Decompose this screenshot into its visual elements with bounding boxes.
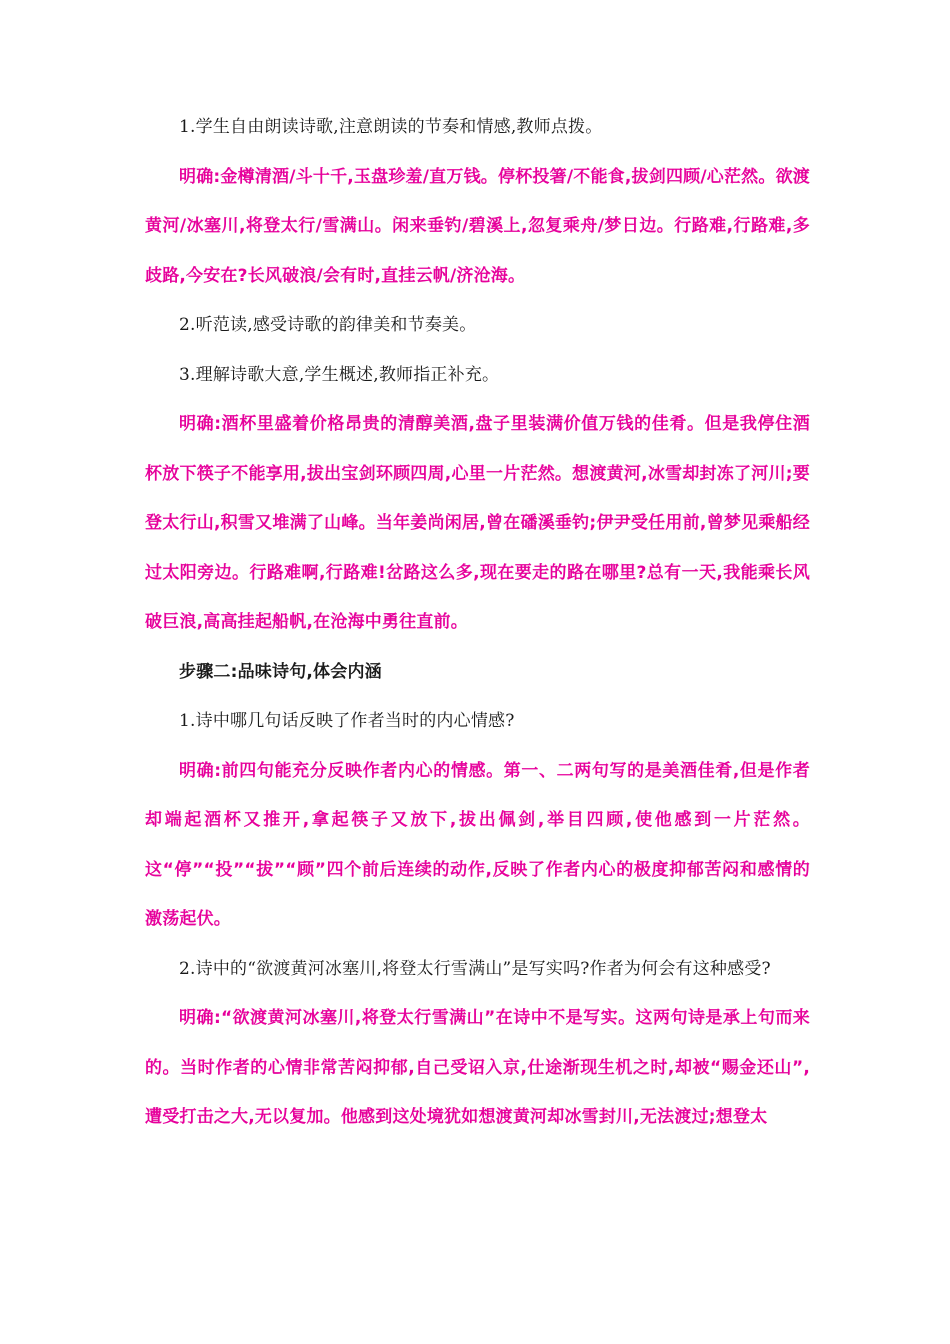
answer-question-1: 明确:前四句能充分反映作者内心的情感。第一、二两句写的是美酒佳肴,但是作者却端起酒杯又推开,拿起筷子又放下,拔出佩剑,举目四顾,使他感到一片茫然。这“停”“投”“拔”“顾”四个前后连续的动作,反映了作者内心的极度抑郁苦闷和感情的激荡起伏。	[145, 760, 810, 929]
question-2: 2.诗中的“欲渡黄河冰塞川,将登太行雪满山”是写实吗?作者为何会有这种感受?	[179, 958, 771, 979]
section-heading-step-two: 步骤二:品味诗句,体会内涵	[179, 661, 382, 682]
document-body	[145, 103, 810, 1143]
paragraph-step-3: 3.理解诗歌大意,学生概述,教师指正补充。	[179, 364, 500, 385]
answer-rhythm-division: 明确:金樽清酒/斗十千,玉盘珍羞/直万钱。停杯投箸/不能食,拔剑四顾/心茫然。欲渡黄河/冰塞川,将登太行/雪满山。闲来垂钓/碧溪上,忽复乘舟/梦日边。行路难,行路难,多歧路,今安在?长风破浪/会有时,直挂云帆/济沧海。	[145, 166, 810, 286]
paragraph-step-2: 2.听范读,感受诗歌的韵律美和节奏美。	[179, 315, 477, 335]
answer-poem-meaning: 明确:酒杯里盛着价格昂贵的清醇美酒,盘子里装满价值万钱的佳肴。但是我停住酒杯放下筷子不能享用,拔出宝剑环顾四周,心里一片茫然。想渡黄河,冰雪却封冻了河川;要登太行山,积雪又堆满了山峰。当年姜尚闲居,曾在磻溪垂钓;伊尹受任用前,曾梦见乘船经过太阳旁边。行路难啊,行路难!岔路这么多,现在要走的路在哪里?总有一天,我能乘长风破巨浪,高高挂起船帆,在沧海中勇往直前。	[145, 414, 810, 632]
answer-question-2: 明确:“欲渡黄河冰塞川,将登太行雪满山”在诗中不是写实。这两句诗是承上句而来的。当时作者的心情非常苦闷抑郁,自己受诏入京,仕途渐现生机之时,却被“赐金还山”,遭受打击之大,无以复加。他感到这处境犹如想渡黄河却冰雪封川,无法渡过;想登太	[145, 1008, 810, 1127]
question-1: 1.诗中哪几句话反映了作者当时的内心情感?	[179, 711, 515, 731]
paragraph-step-1: 1.学生自由朗读诗歌,注意朗读的节奏和情感,教师点拨。	[179, 117, 603, 137]
